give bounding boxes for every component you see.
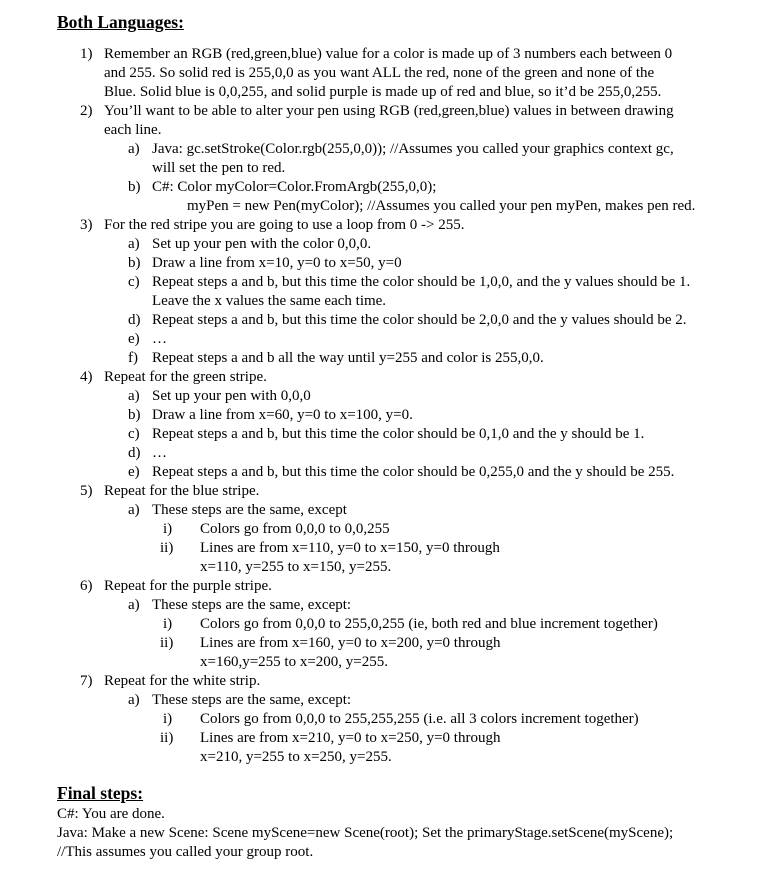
final-line: Java: Make a new Scene: Scene myScene=new Scene(root); Set the primaryStage.setScene(myScene); [57,825,674,841]
item-3b-number: b) [128,255,141,271]
item-7a-i-number: i) [163,711,173,727]
item-2-number: 2) [80,103,93,119]
item-2a-number: a) [128,141,140,157]
item-6-number: 6) [80,578,93,594]
item-4d-line: … [152,445,167,461]
item-2b-line: myPen = new Pen(myColor); //Assumes you called your pen myPen, makes pen red. [187,198,696,214]
item-2-line: You’ll want to be able to alter your pen using RGB (red,green,blue) values in between drawing [104,103,674,119]
item-7-number: 7) [80,673,93,689]
item-3f-line: Repeat steps a and b all the way until y=255 and color is 255,0,0. [152,350,544,366]
item-4c-number: c) [128,426,140,442]
heading-both-languages: Both Languages: [57,12,184,32]
item-4-number: 4) [80,369,93,385]
item-5a-i-number: i) [163,521,173,537]
item-6a-ii-line: x=160,y=255 to x=200, y=255. [200,654,389,670]
item-3c-line: Repeat steps a and b, but this time the color should be 1,0,0, and the y values should be 1. [152,274,691,290]
item-5-line: Repeat for the blue stripe. [104,483,260,499]
item-7a-line: These steps are the same, except: [152,692,352,708]
item-3-line: For the red stripe you are going to use a loop from 0 -> 255. [104,217,465,233]
item-7a-number: a) [128,692,140,708]
item-2b-line: C#: Color myColor=Color.FromArgb(255,0,0); [152,179,437,195]
final-line: //This assumes you called your group root. [57,844,314,860]
item-6a-i-line: Colors go from 0,0,0 to 255,0,255 (ie, both red and blue increment together) [200,616,658,632]
item-3-number: 3) [80,217,93,233]
item-6a-ii-number: ii) [160,635,174,651]
heading-final-steps: Final steps: [57,783,144,803]
item-6a-line: These steps are the same, except: [152,597,352,613]
item-4-line: Repeat for the green stripe. [104,369,267,385]
item-6a-number: a) [128,597,140,613]
item-4d-number: d) [128,445,141,461]
item-5-number: 5) [80,483,93,499]
item-1-line: and 255. So solid red is 255,0,0 as you want ALL the red, none of the green and none of the [104,65,655,81]
item-2b-number: b) [128,179,141,195]
item-6a-ii-line: Lines are from x=160, y=0 to x=200, y=0 through [200,635,501,651]
item-3f-number: f) [128,350,138,366]
item-3a-line: Set up your pen with the color 0,0,0. [152,236,372,252]
item-3c-line: Leave the x values the same each time. [152,293,387,309]
item-4a-line: Set up your pen with 0,0,0 [152,388,311,404]
item-2-line: each line. [104,122,162,138]
item-5a-ii-number: ii) [160,540,174,556]
item-3d-line: Repeat steps a and b, but this time the color should be 2,0,0 and the y values should be 2. [152,312,687,328]
item-5a-number: a) [128,502,140,518]
item-4a-number: a) [128,388,140,404]
item-6a-i-number: i) [163,616,173,632]
item-7a-ii-line: Lines are from x=210, y=0 to x=250, y=0 through [200,730,501,746]
item-3e-number: e) [128,331,140,347]
item-6-line: Repeat for the purple stripe. [104,578,272,594]
item-1-number: 1) [80,46,93,62]
item-7-line: Repeat for the white strip. [104,673,261,689]
item-1-line: Blue. Solid blue is 0,0,255, and solid purple is made up of red and blue, so it’d be 255,0,255. [104,84,662,100]
item-4b-number: b) [128,407,141,423]
item-5a-i-line: Colors go from 0,0,0 to 0,0,255 [200,521,390,537]
item-2a-line: will set the pen to red. [152,160,286,176]
item-4e-line: Repeat steps a and b, but this time the color should be 0,255,0 and the y should be 255. [152,464,675,480]
item-5a-ii-line: x=110, y=255 to x=150, y=255. [200,559,392,575]
item-3d-number: d) [128,312,141,328]
item-3c-number: c) [128,274,140,290]
item-1-line: Remember an RGB (red,green,blue) value for a color is made up of 3 numbers each between 0 [104,46,673,62]
item-5a-line: These steps are the same, except [152,502,347,518]
final-line: C#: You are done. [57,806,165,822]
item-4b-line: Draw a line from x=60, y=0 to x=100, y=0. [152,407,413,423]
item-7a-ii-number: ii) [160,730,174,746]
item-3e-line: … [152,331,167,347]
item-7a-ii-line: x=210, y=255 to x=250, y=255. [200,749,392,765]
item-7a-i-line: Colors go from 0,0,0 to 255,255,255 (i.e. all 3 colors increment together) [200,711,639,727]
item-4e-number: e) [128,464,140,480]
item-5a-ii-line: Lines are from x=110, y=0 to x=150, y=0 through [200,540,500,556]
item-4c-line: Repeat steps a and b, but this time the color should be 0,1,0 and the y should be 1. [152,426,645,442]
item-3a-number: a) [128,236,140,252]
item-2a-line: Java: gc.setStroke(Color.rgb(255,0,0)); //Assumes you called your graphics context gc, [152,141,674,157]
item-3b-line: Draw a line from x=10, y=0 to x=50, y=0 [152,255,402,271]
